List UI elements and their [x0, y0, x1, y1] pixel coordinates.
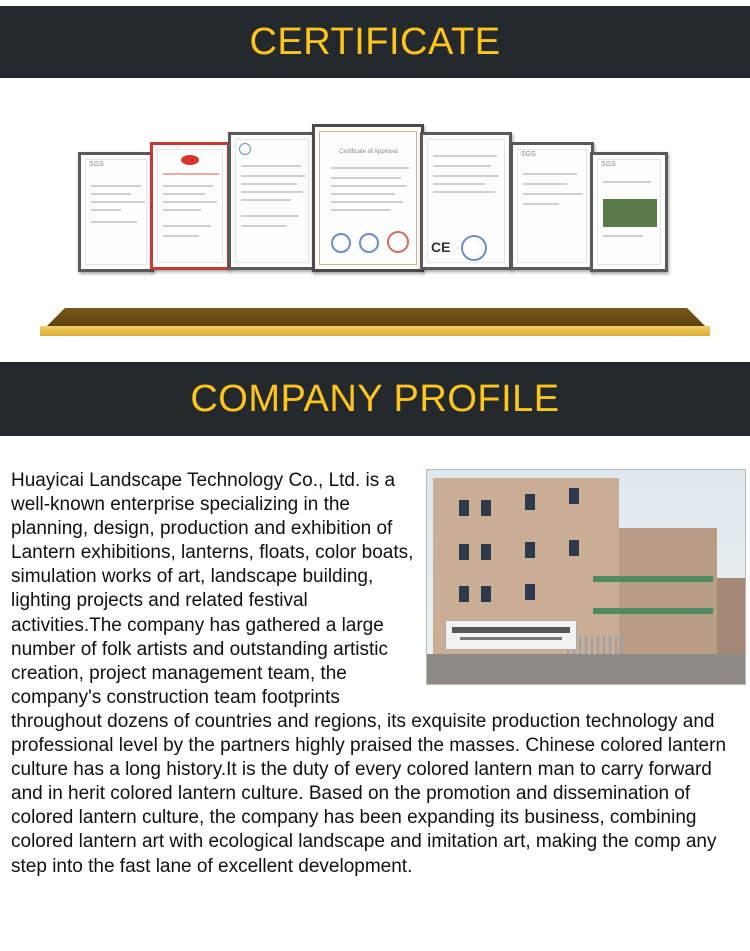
company-profile-banner: [0, 362, 750, 436]
company-building-photo: [426, 469, 746, 685]
display-shelf-top: [45, 308, 707, 328]
certificate-6-label: SGS: [521, 151, 536, 158]
certificate-5[interactable]: [420, 132, 512, 270]
certificate-4-label: Certificate of Approval: [339, 149, 398, 155]
certificate-banner: [0, 6, 750, 78]
certificate-2[interactable]: [150, 142, 230, 270]
certificate-3[interactable]: [228, 132, 316, 270]
company-profile-body: [11, 469, 746, 879]
certificate-6[interactable]: [510, 142, 594, 270]
iaf-seal-icon: [359, 233, 379, 253]
company-profile-title: COMPANY PROFILE: [190, 377, 560, 420]
certificate-4[interactable]: [312, 124, 424, 272]
check-seal-icon: [239, 143, 251, 155]
red-seal-icon: [387, 231, 409, 253]
certificate-7[interactable]: [590, 152, 668, 272]
sample-photo-icon: [603, 199, 657, 227]
certificate-title: CERTIFICATE: [249, 20, 501, 63]
company-profile-text: Huayicai Landscape Technology Co., Ltd. is a well-known enterprise specializing in the planning, design, production and exhibition of Lantern exhibitions, lanterns, floats, color boats, simulation works of art, landscape building, lighting projects and related festival activities.The company has gathered a large number of folk artists and outstanding artistic creation, project management team, the company's construction team footprints throughout dozens of countries and regions, its exquisite production technology and professional level by the partners highly praised the masses. Chinese colored lantern culture has a long history.It is the duty of every colored lantern man to carry forward and in herit colored lantern culture. Based on the promotion and dissemination of colored lantern culture, the company has been expanding its business, combining colored lantern art with ecological landscape and imitation art, making the comp any step into the fast lane of excellent development.: [11, 470, 727, 877]
display-shelf-front: [40, 326, 710, 336]
certificate-gallery: [78, 122, 670, 274]
blue-seal-icon: [461, 235, 487, 261]
approval-seal-icon: [331, 233, 351, 253]
certificate-1-label: SGS: [89, 161, 104, 168]
certificate-7-label: SGS: [601, 161, 616, 168]
ce-mark-icon: CE: [431, 239, 451, 255]
company-sign: [445, 620, 577, 650]
saa-logo-icon: [181, 155, 199, 165]
certificate-1[interactable]: [78, 152, 154, 272]
